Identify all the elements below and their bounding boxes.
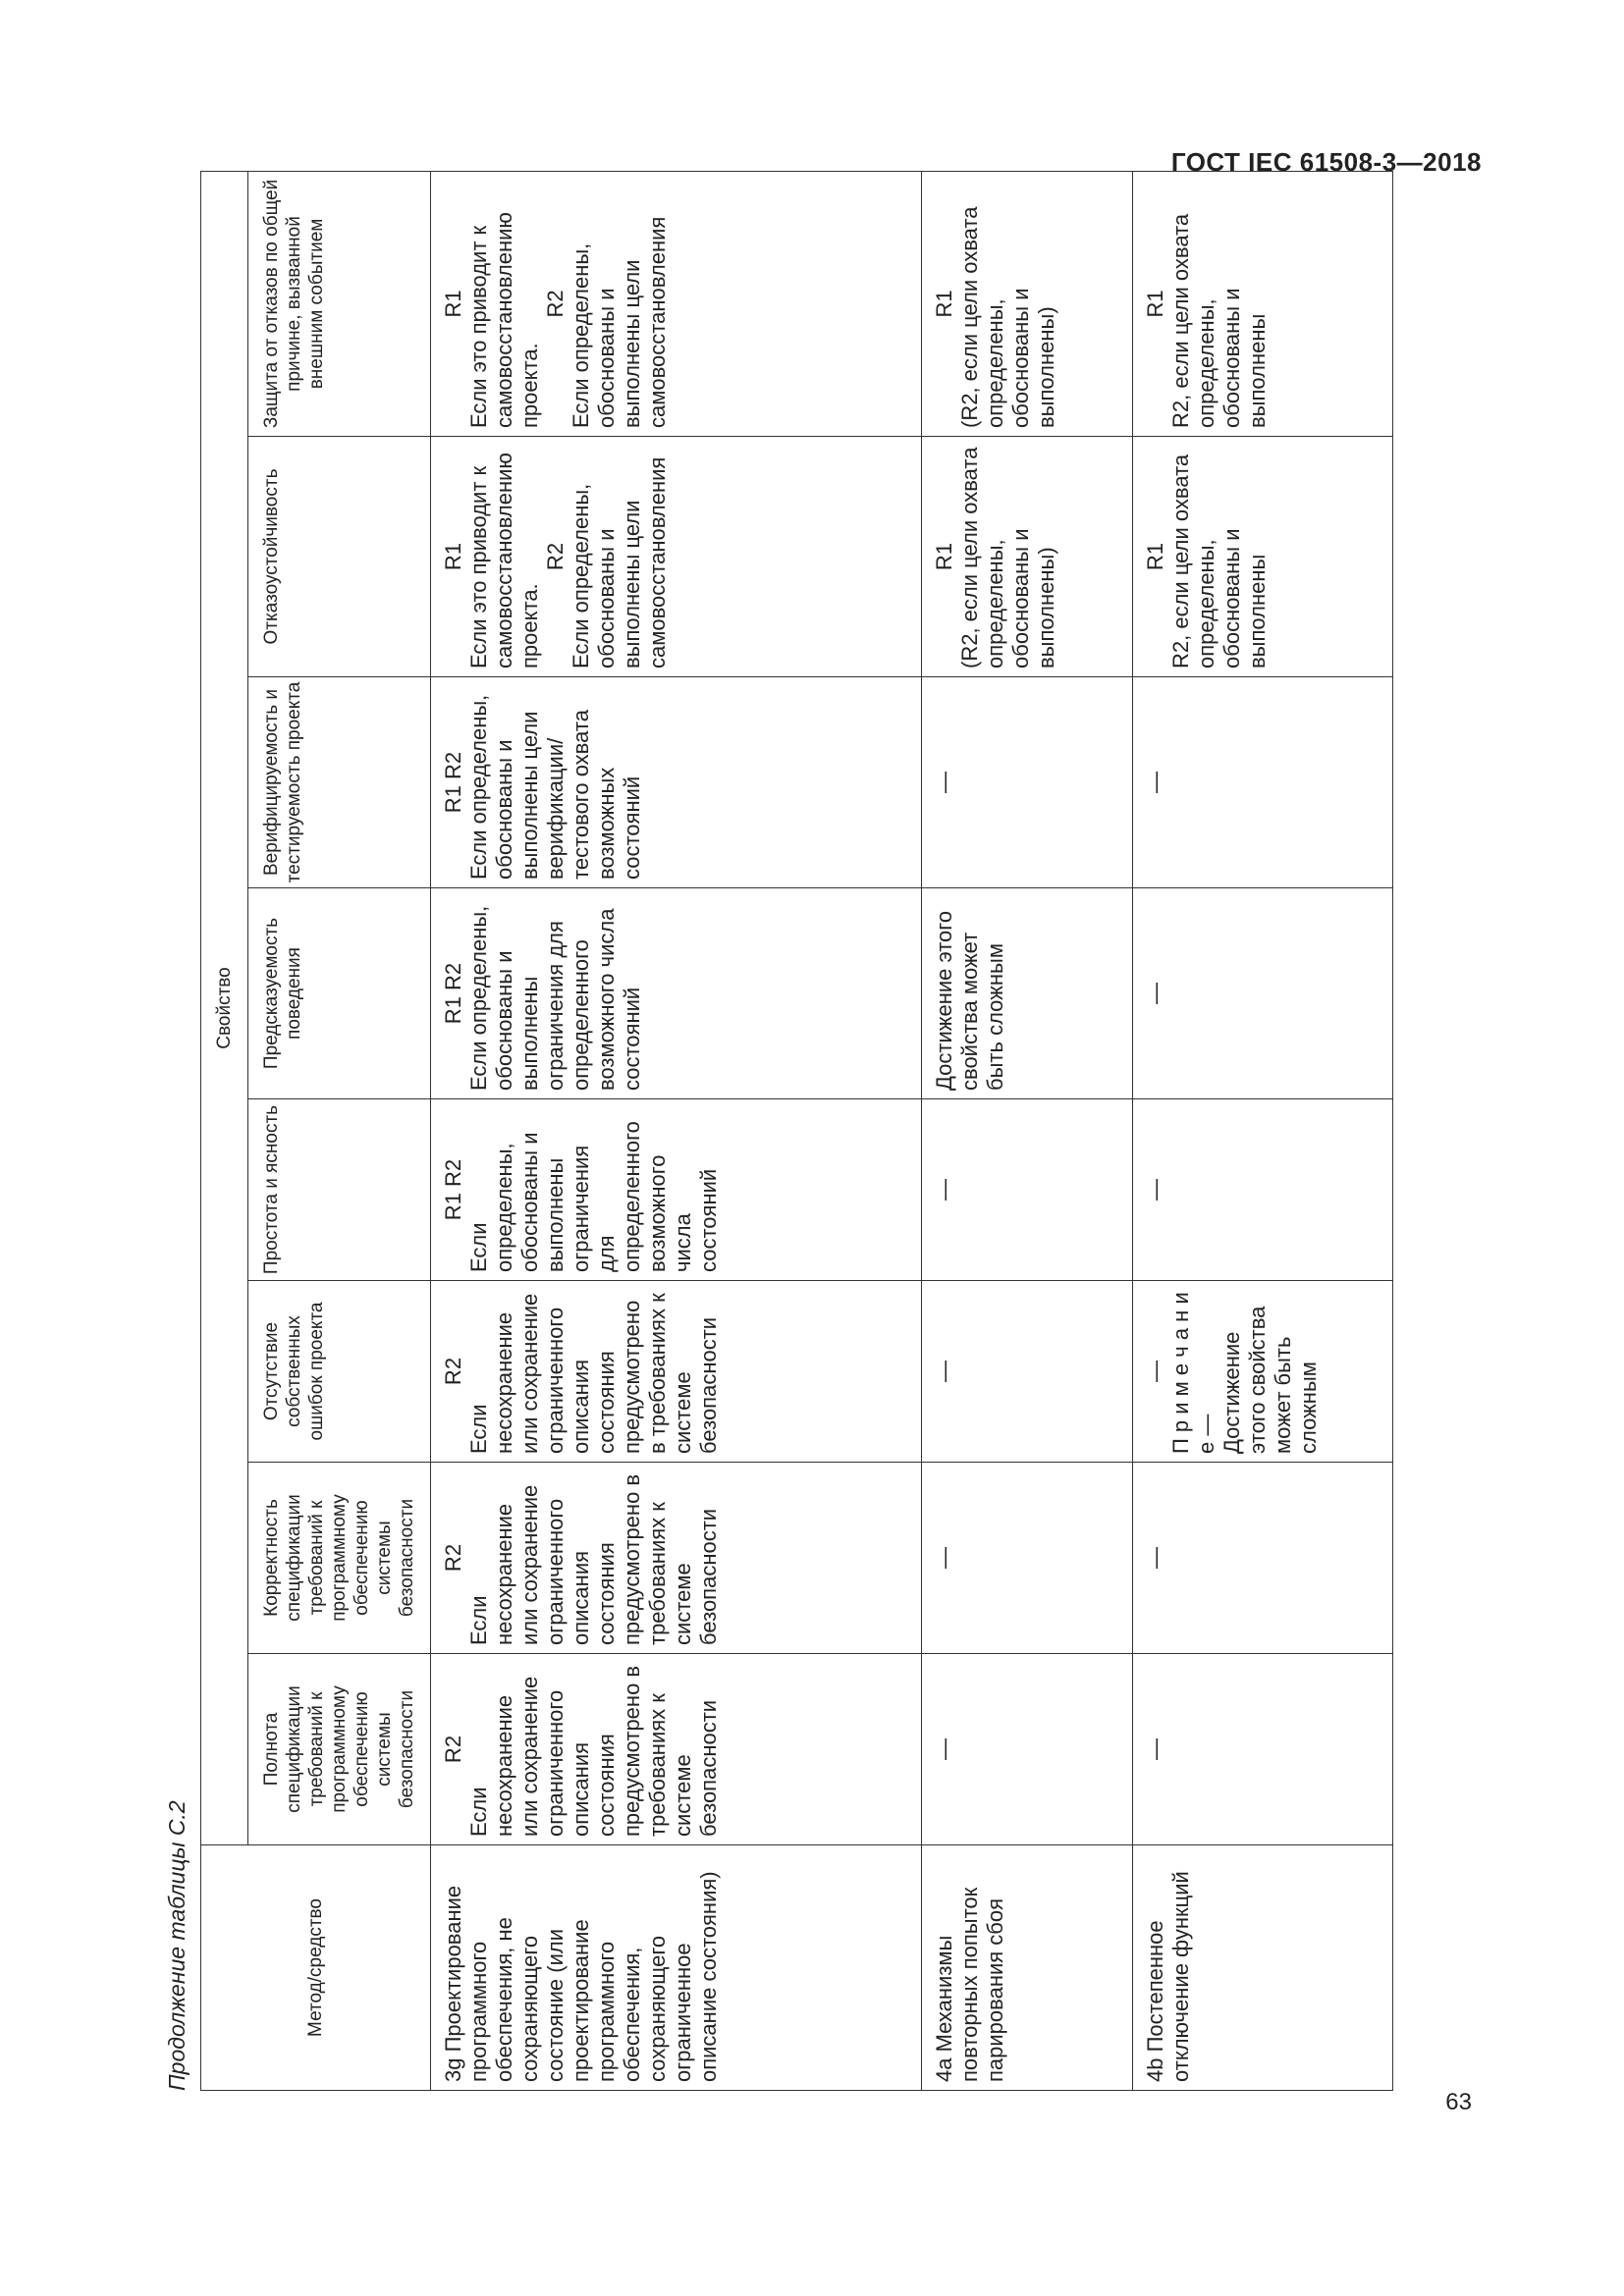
table-caption: Продолжение таблицы С.2	[164, 1800, 189, 2091]
cell-rating: R1 R2	[441, 1158, 465, 1221]
cell-text: R2, если цели охвата определены, обоснованы и выполнены	[1168, 454, 1270, 668]
table-cell	[1133, 677, 1393, 888]
column-header: Верифицируемость и тестируемость проекта	[248, 677, 431, 888]
table-cell	[922, 1099, 1133, 1281]
cell-rating: —	[1143, 1179, 1167, 1201]
cell-rating: —	[1143, 772, 1167, 793]
cell-rating: R1 R2	[441, 751, 465, 814]
cell-text: R2, если цели охвата определены, обоснованы и выполнены	[1168, 213, 1270, 428]
cell-rating-2: R2	[543, 542, 568, 571]
group-header-property: Свойство	[201, 171, 248, 1844]
page-number: 63	[1445, 2089, 1472, 2115]
table-cell	[922, 1463, 1133, 1654]
cell-text: Достижение этого свойства может быть сложным	[932, 910, 1007, 1091]
table-cell	[1133, 1654, 1393, 1845]
rotated-table-area	[157, 172, 1443, 2091]
cell-rating: R1	[1143, 542, 1167, 571]
cell-rating: R1	[932, 290, 956, 318]
cell-text: (R2, если цели охвата определены, обоснованы и выполнены)	[957, 206, 1058, 428]
row-method-cell: 4b Постепенное отключение функций	[1133, 1845, 1393, 2091]
cell-text: П р и м е ч а н и е — Достижение этого свойства может быть сложным	[1168, 1292, 1321, 1454]
table-cell	[431, 1654, 922, 1845]
cell-rating: —	[932, 1738, 956, 1760]
cell-text-2: Если определены, обоснованы и выполнены цели самовосстановления	[568, 216, 670, 428]
table-cell	[431, 888, 922, 1099]
column-header: Простота и ясность	[248, 1099, 431, 1281]
row-method-cell: 3g Проектирование программного обеспечения, не сохраняющего состояние (или проектирование программного обеспечения, сохраняющего ограниченное описание состояния)	[431, 1845, 922, 2091]
cell-text: Если несохранение или сохранение ограниченного описания состояния предусмотрено в требованиях к системе безопасности	[466, 1665, 721, 1837]
table-cell	[1133, 1099, 1393, 1281]
cell-rating: R1	[1143, 290, 1167, 318]
table-cell	[431, 171, 922, 436]
table-cell	[431, 677, 922, 888]
column-header: Полнота спецификации требований к программному обеспечению системы безопасности	[248, 1654, 431, 1845]
cell-rating: R2	[441, 1543, 465, 1573]
cell-text: Если определены, обоснованы и выполнены ограничения для определенного возможного числа состояний	[466, 1121, 721, 1272]
cell-text: Если определены, обоснованы и выполнены цели верификации/тестового охвата возможных состояний	[466, 694, 644, 880]
column-header: Отсутствие собственных ошибок проекта	[248, 1281, 431, 1463]
table-cell	[431, 1463, 922, 1654]
cell-rating: R1	[441, 290, 465, 318]
column-header: Защита от отказов по общей причине, вызванной внешним событием	[248, 171, 431, 436]
table-cell	[922, 437, 1133, 677]
cell-rating: R1	[932, 542, 956, 571]
properties-table	[200, 171, 1393, 2091]
column-header-method: Метод/средство	[201, 1845, 431, 2091]
cell-rating: —	[1143, 1361, 1167, 1382]
cell-rating: —	[932, 772, 956, 793]
column-header: Отказоустойчивость	[248, 437, 431, 677]
cell-rating: —	[1143, 1738, 1167, 1760]
cell-rating: R2	[441, 1735, 465, 1764]
table-cell	[1133, 171, 1393, 436]
table-cell	[922, 677, 1133, 888]
cell-text-2: Если определены, обоснованы и выполнены цели самовосстановления	[568, 456, 670, 668]
cell-text: Если определены, обоснованы и выполнены ограничения для определенного возможного числа состояний	[466, 905, 644, 1091]
cell-text: Если это приводит к самовосстановлению проекта.	[466, 212, 542, 428]
cell-text: Если несохранение или сохранение ограниченного описания состояния предусмотрено в требованиях к системе безопасности	[466, 1293, 721, 1454]
table-cell	[1133, 437, 1393, 677]
column-header: Предсказуемость поведения	[248, 888, 431, 1099]
cell-rating: —	[932, 1361, 956, 1382]
table-cell	[1133, 1281, 1393, 1463]
cell-text: Если несохранение или сохранение ограниченного описания состояния предусмотрено в требованиях к системе безопасности	[466, 1473, 721, 1645]
table-cell	[922, 888, 1133, 1099]
cell-rating: R2	[441, 1357, 465, 1386]
cell-rating: —	[1143, 983, 1167, 1004]
cell-rating: —	[932, 1547, 956, 1569]
table-cell	[922, 1654, 1133, 1845]
table-cell	[431, 1281, 922, 1463]
table-cell	[1133, 1463, 1393, 1654]
row-method-cell: 4a Механизмы повторных попыток парирования сбоя	[922, 1845, 1133, 2091]
table-cell	[431, 437, 922, 677]
cell-rating: R1	[441, 542, 465, 571]
cell-rating: —	[1143, 1547, 1167, 1569]
cell-text: Если это приводит к самовосстановлению проекта.	[466, 453, 542, 668]
table-cell	[922, 1281, 1133, 1463]
table-cell	[922, 171, 1133, 436]
cell-text: (R2, если цели охвата определены, обоснованы и выполнены)	[957, 447, 1058, 668]
document-standard-header: ГОСТ IEC 61508-3—2018	[1170, 147, 1482, 177]
table-cell	[431, 1099, 922, 1281]
cell-rating: R1 R2	[441, 962, 465, 1025]
column-header: Корректность спецификации требований к программному обеспечению системы безопасности	[248, 1463, 431, 1654]
cell-rating-2: R2	[543, 290, 568, 318]
cell-rating: —	[932, 1179, 956, 1201]
table-cell	[1133, 888, 1393, 1099]
